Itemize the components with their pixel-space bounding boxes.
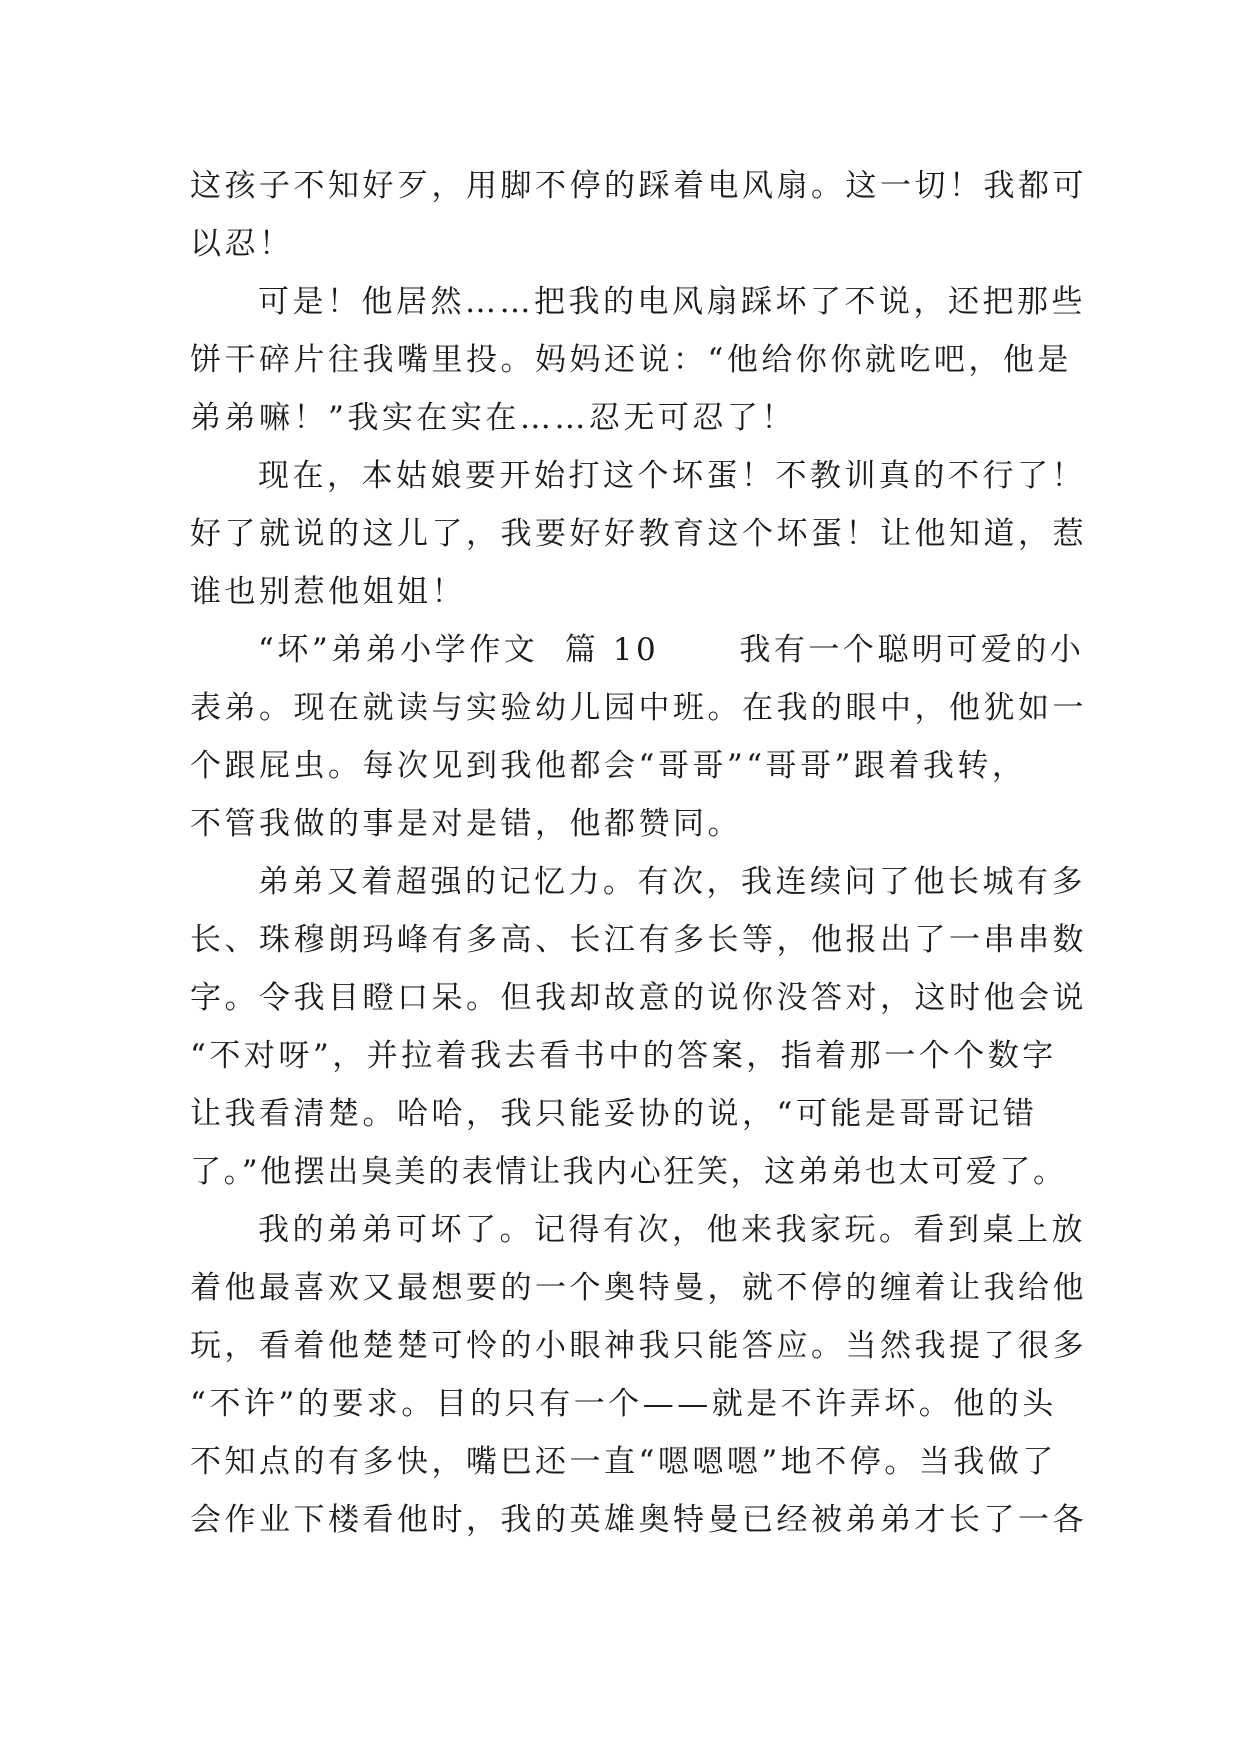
text-line: 了。”他摆出臭美的表情让我内心狂笑，这弟弟也太可爱了。 <box>190 1154 1067 1190</box>
text-line: 以忍！ <box>190 226 294 262</box>
section-heading-line: “坏”弟弟小学作文 篇 10 我有一个聪明可爱的小 <box>258 632 1085 668</box>
text-line: 玩，看着他楚楚可怜的小眼神我只能答应。当然我提了很多 <box>190 1328 1087 1364</box>
text-line: 表弟。现在就读与实验幼儿园中班。在我的眼中，他犹如一 <box>190 690 1087 726</box>
text-line: 着他最喜欢又最想要的一个奥特曼，就不停的缠着让我给他 <box>190 1270 1087 1306</box>
text-line: “不许”的要求。目的只有一个——就是不许弄坏。他的头 <box>190 1386 1057 1422</box>
text-line: 让我看清楚。哈哈，我只能妥协的说，“可能是哥哥记错 <box>190 1096 1038 1132</box>
paragraph-start-line: 可是！他居然……把我的电风扇踩坏了不说，还把那些 <box>258 284 1086 320</box>
paragraph-start-line: 我的弟弟可坏了。记得有次，他来我家玩。看到桌上放 <box>258 1212 1086 1248</box>
paragraph-start-line: 现在，本姑娘要开始打这个坏蛋！不教训真的不行了！ <box>258 458 1086 494</box>
text-line: 不管我做的事是对是错，他都赞同。 <box>190 806 742 842</box>
text-line: 这孩子不知好歹，用脚不停的踩着电风扇。这一切！我都可 <box>190 168 1087 204</box>
text-line: 谁也别惹他姐姐！ <box>190 574 466 610</box>
text-line: 个跟屁虫。每次见到我他都会“哥哥”“哥哥”跟着我转， <box>190 748 1027 784</box>
text-line: 弟弟嘛！”我实在实在……忍无可忍了！ <box>190 400 796 436</box>
text-line: 好了就说的这儿了，我要好好教育这个坏蛋！让他知道，惹 <box>190 516 1087 552</box>
text-line: 不知点的有多快，嘴巴还一直“嗯嗯嗯”地不停。当我做了 <box>190 1444 1057 1480</box>
text-line: 会作业下楼看他时，我的英雄奥特曼已经被弟弟才长了一各 <box>190 1502 1087 1538</box>
text-line: 饼干碎片往我嘴里投。妈妈还说：“他给你你就吃吧，他是 <box>190 342 1072 378</box>
text-line: 长、珠穆朗玛峰有多高、长江有多长等，他报出了一串串数 <box>190 922 1087 958</box>
text-line: 字。令我目瞪口呆。但我却故意的说你没答对，这时他会说 <box>190 980 1087 1016</box>
paragraph-start-line: 弟弟又着超强的记忆力。有次，我连续问了他长城有多 <box>258 864 1086 900</box>
text-line: “不对呀”，并拉着我去看书中的答案，指着那一个个数字 <box>190 1038 1057 1074</box>
